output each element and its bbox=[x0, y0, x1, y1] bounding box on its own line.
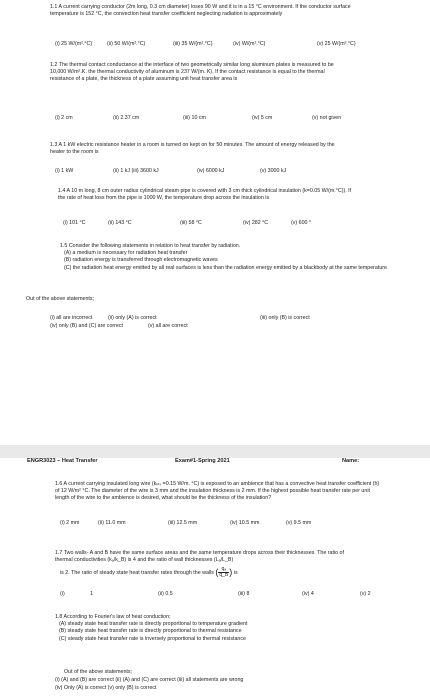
option-iii[interactable]: (iii) 58 °C bbox=[180, 220, 202, 226]
question-text: 1.3 A 1 kW electric resistance heater in a room is turned on kept on for 50 minutes. The amount of energy released by the heater to the room is bbox=[50, 142, 335, 156]
option-iii[interactable]: (iii) only (B) is correct bbox=[260, 315, 310, 321]
option-i[interactable]: (i) bbox=[60, 591, 65, 597]
option-ii-iii[interactable]: (ii) 1 kJ (iii) 3600 kJ bbox=[113, 168, 159, 174]
option-ii[interactable]: (ii) 0.5 bbox=[158, 591, 173, 597]
paren-close: ) bbox=[229, 567, 233, 578]
option-v[interactable]: (v) 600 ° bbox=[291, 220, 312, 226]
out-of-text: Out of the above statements; bbox=[64, 669, 133, 675]
exam-page-2 bbox=[0, 458, 430, 700]
question-1-6 bbox=[55, 481, 385, 503]
option-v[interactable]: (v) 2 bbox=[360, 591, 371, 597]
option-iv[interactable]: (iv) 4 bbox=[302, 591, 314, 597]
question-1-4 bbox=[58, 188, 358, 202]
question-text: 1.7 Two walls- A and B have the same surface areas and the same temperature drops across their thicknesses. The ratio of thermal conductivities (kₐ/k_B) is 4 and the ratio of wall thicknesses (Lₐ/L_B) bbox=[55, 550, 344, 564]
question-text-line2 bbox=[55, 567, 355, 578]
option-iv[interactable]: (iv) 5 cm bbox=[252, 115, 273, 121]
option-v[interactable]: (v) not given bbox=[312, 115, 342, 121]
option-ii[interactable]: (ii) 2.37 cm bbox=[113, 115, 140, 121]
line2-end: is bbox=[233, 570, 238, 577]
option-i[interactable]: (i) 25 W/(m².°C) bbox=[55, 41, 93, 47]
out-of-statements-label bbox=[26, 296, 94, 303]
option-i[interactable]: (i) 2 mm bbox=[60, 520, 80, 526]
option-ii[interactable]: (ii) only (A) is correct bbox=[108, 315, 157, 321]
line2-text: is 2. The ratio of steady state heat transfer rates through the walls bbox=[60, 570, 214, 577]
statement-a: (A) steady state heat transfer rate is directly proportional to temperature gradient bbox=[59, 621, 248, 628]
option-iii[interactable]: (iii) 12.5 mm bbox=[168, 520, 198, 526]
question-text: 1.6 A current carrying insulated long wire (kᵢₙₛ =0.15 W/m. °C) is exposed to an ambience that has a convective heat transfer coefficient (h) of 12 W/m² °C. The diameter of the wire is 3 mm and the insulation thickness is 2 mm. If the highest possible heat transfer rate per unit length of the wire to the ambience is desired, what should be the thickness of the insulation? bbox=[55, 481, 380, 502]
option-i[interactable]: (i) 2 cm bbox=[55, 115, 73, 121]
option-i-value[interactable]: 1 bbox=[90, 591, 93, 597]
option-iv[interactable]: (iv) 10.5 mm bbox=[230, 520, 260, 526]
option-iv[interactable]: (iv) only (B) and (C) are correct bbox=[50, 323, 123, 329]
question-1-2 bbox=[50, 62, 340, 84]
question-intro: 1.8 According to Fourier's law of heat conduction; bbox=[55, 614, 171, 620]
option-ii[interactable]: (ii) 11.0 mm bbox=[98, 520, 126, 526]
question-1-5 bbox=[60, 243, 390, 272]
paren-open: ( bbox=[215, 567, 219, 578]
option-iii[interactable]: (iii) 35 W/(m².°C) bbox=[173, 41, 213, 47]
name-label: Name: bbox=[342, 458, 360, 464]
option-iii[interactable]: (iii) 10 cm bbox=[183, 115, 206, 121]
statement-a: (A) a medium is necessary for radiation heat transfer bbox=[64, 250, 188, 257]
course-title: ENGR3023 – Heat Transfer bbox=[27, 458, 98, 464]
statement-b: (B) radiation energy is transferred through electromagnetic waves bbox=[64, 257, 218, 264]
fraction-denominator: q_B bbox=[219, 572, 229, 579]
question-text: 1.1 A current carrying conductor (2m long, 0.3 cm diameter) loses 90 W and it is in a 15 °C environment. If the conductor surface temperature is 152 °C, the convection heat transfer coefficient neglecting radiation is approximately bbox=[50, 4, 351, 18]
ratio-fraction bbox=[218, 567, 229, 578]
option-ii[interactable]: (ii) 50 W/(m².°C) bbox=[107, 41, 146, 47]
out-of-text: Out of the above statements; bbox=[26, 296, 95, 302]
option-v[interactable]: (v) all are correct bbox=[148, 323, 188, 329]
question-1-3 bbox=[50, 142, 350, 156]
question-1-7 bbox=[55, 550, 355, 578]
statement-b: (B) steady state heat transfer rate is directly proportional to thermal resistance bbox=[59, 628, 242, 635]
fraction-numerator: qₐ bbox=[218, 567, 229, 573]
question-intro: 1.5 Consider the following statements in relation to heat transfer by radiation. bbox=[60, 243, 241, 249]
option-iv[interactable]: (iv) 6000 kJ bbox=[197, 168, 225, 174]
option-iv-v[interactable]: (iv) Only (A) is correct (v) only (B) is correct bbox=[55, 685, 157, 691]
out-of-statements-label bbox=[64, 669, 132, 676]
option-iv[interactable]: (iv) W/(m².°C) bbox=[233, 41, 266, 47]
option-ii[interactable]: (ii) 143 °C bbox=[108, 220, 132, 226]
question-1-8 bbox=[55, 614, 385, 643]
option-i[interactable]: (i) 101 °C bbox=[63, 220, 86, 226]
question-text: 1.4 A 10 m long, 8 cm outer radius cylindrical steam pipe is covered with 3 cm thick cylindrical insulation (k=0.05 W/(m.°C)). If the rate of heat loss from the pipe is 1000 W, the temperature drop across the insulation is bbox=[58, 188, 352, 202]
question-1-1 bbox=[50, 4, 380, 18]
option-iii[interactable]: (iii) 8 bbox=[238, 591, 250, 597]
option-i-ii-iii[interactable]: (i) (A) and (B) are correct (ii) (A) and (C) are correct (iii) all statements are wrong bbox=[55, 677, 244, 683]
question-text: 1.2 The thermal contact conductance at the interface of two geometrically similar long aluminum plates is measured to be 10,000 W/m².K. the thermal conductivity of aluminum is 237 W/(m. K). If the contact resistance is equal to the thermal resistance of a plate, the thickness of a plate assuming unit heat transfer area is bbox=[50, 62, 334, 83]
option-v[interactable]: (v) 3000 kJ bbox=[260, 168, 287, 174]
option-i[interactable]: (i) 1 kW bbox=[55, 168, 74, 174]
option-v[interactable]: (v) 9.5 mm bbox=[286, 520, 312, 526]
option-i[interactable]: (i) all are incorrect bbox=[50, 315, 93, 321]
option-v[interactable]: (v) 25 W/(m².°C) bbox=[317, 41, 356, 47]
statement-c: (C) steady state heat transfer rate is inversely proportional to thermal resistance bbox=[59, 635, 246, 642]
exam-title: Exam#1-Spring 2021 bbox=[175, 458, 230, 464]
statement-c: (C) the radiation heat energy emitted by all real surfaces is less than the radiation energy emitted by a blackbody at the same temperature bbox=[64, 264, 387, 271]
option-iv[interactable]: (iv) 282 °C bbox=[243, 220, 269, 226]
